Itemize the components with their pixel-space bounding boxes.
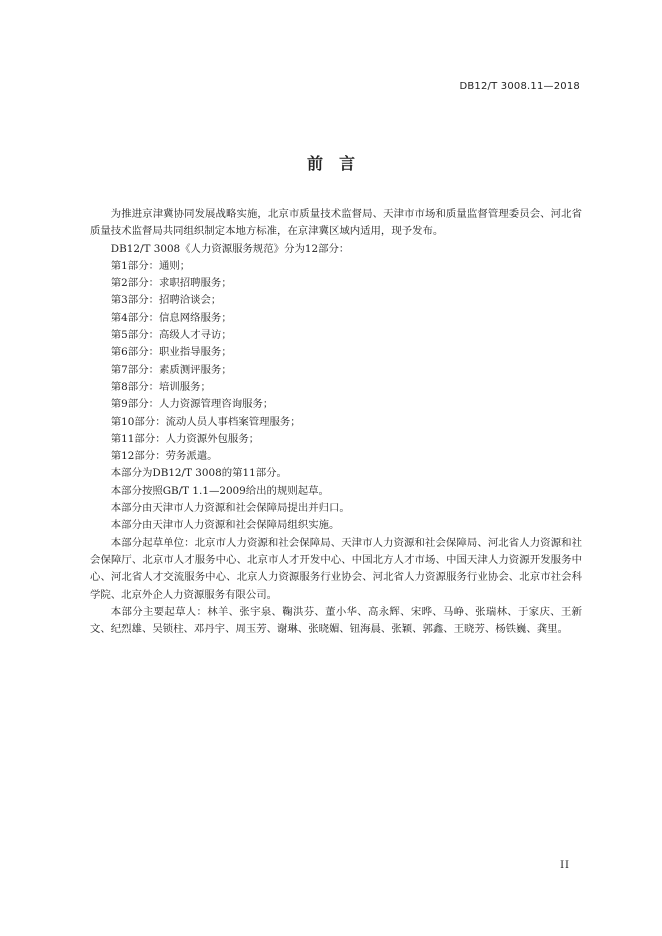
paragraph: 第1部分：通则； — [110, 259, 191, 272]
foreword-body — [90, 206, 582, 638]
paragraph: 第2部分：求职招聘服务； — [110, 277, 232, 290]
paragraph: 第12部分：劳务派遣。 — [110, 450, 218, 463]
paragraph: 第9部分：人力资源管理咨询服务； — [110, 398, 274, 411]
paragraph: 第7部分：素质测评服务； — [110, 363, 232, 376]
paragraph: 第6部分：职业指导服务； — [110, 346, 232, 359]
paragraph: 本部分由天津市人力资源和社会保障局组织实施。 — [110, 519, 340, 532]
paragraph: 本部分按照GB/T 1.1—2009给出的规则起草。 — [110, 484, 329, 497]
paragraph: 第11部分：人力资源外包服务； — [110, 432, 260, 445]
page-title: 前 言 — [306, 154, 355, 173]
paragraph: DB12/T 3008《人力资源服务规范》分为12部分： — [110, 242, 350, 255]
paragraph: 本部分主要起草人：林羊、张宇泉、鞠洪芬、董小华、高永辉、宋晔、马峥、张瑞林、于家庆、王新文、纪烈雄、吴锁柱、邓丹宇、周玉芳、谢琳、张晓媚、钮海晨、张颖、郭鑫、王晓芳、杨铁巍、龚里。 — [90, 605, 582, 636]
page-number: II — [560, 860, 570, 871]
paragraph: 本部分起草单位：北京市人力资源和社会保障局、天津市人力资源和社会保障局、河北省人力资源和社会保障厅、北京市人才服务中心、北京市人才开发中心、中国北方人才市场、中国天津人力资源开发服务中心、河北省人才交流服务中心、北京人力资源服务行业协会、河北省人力资源服务行业协会、北京市社会科学院、北京外企人力资源服务有限公司。 — [90, 536, 582, 601]
paragraph: 第10部分：流动人员人事档案管理服务； — [110, 415, 301, 428]
paragraph: 第3部分：招聘洽谈会； — [110, 294, 222, 307]
paragraph: 第5部分：高级人才寻访； — [110, 329, 232, 342]
paragraph: 第4部分：信息网络服务； — [110, 311, 232, 324]
standard-code: DB12/T 3008.11—2018 — [459, 81, 580, 92]
paragraph: 本部分由天津市人力资源和社会保障局提出并归口。 — [110, 502, 350, 515]
paragraph: 本部分为DB12/T 3008的第11部分。 — [110, 467, 287, 480]
paragraph: 第8部分：培训服务； — [110, 380, 211, 393]
paragraph: 为推进京津冀协同发展战略实施，北京市质量技术监督局、天津市市场和质量监督管理委员会、河北省质量技术监督局共同组织制定本地方标准，在京津冀区域内适用，现予发布。 — [90, 208, 582, 238]
